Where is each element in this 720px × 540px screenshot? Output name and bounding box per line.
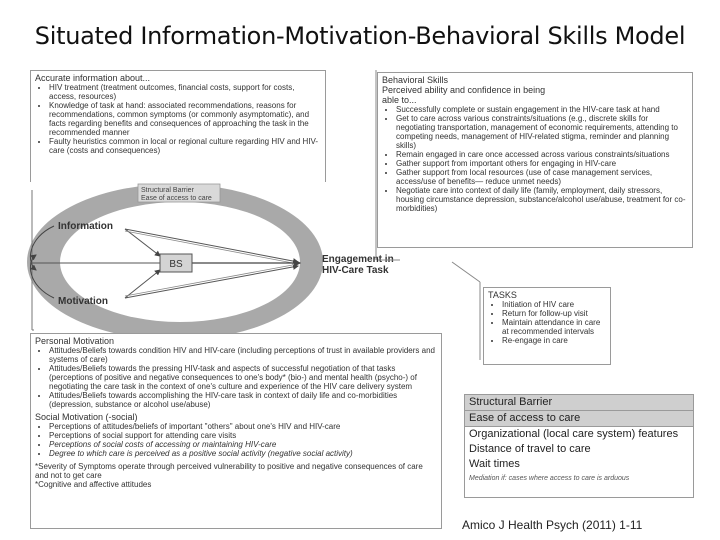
list-item: • Gather support from important others for engaging in HIV-care: [396, 159, 688, 168]
information-box: [30, 70, 326, 182]
information-header: Accurate information about...: [35, 73, 151, 83]
bs-label: BS: [169, 259, 183, 270]
page-title: Situated Information-Motivation-Behavioral Skills Model: [34, 22, 686, 50]
social-motivation-header: Social Motivation (-social): [35, 412, 138, 422]
list-item: • Degree to which care is perceived as a positive social activity (negative social activity): [49, 449, 437, 458]
mini-barrier-line2: Ease of access to care: [141, 195, 212, 202]
list-item: • Remain engaged in care once accessed across various constraints/situations: [396, 150, 688, 159]
personal-motivation-list: [35, 346, 437, 409]
list-item: • Successfully complete or sustain engagement in the HIV-care task at hand: [396, 105, 688, 114]
connector-line: [452, 262, 480, 282]
ease-of-access-title: Ease of access to care: [465, 411, 693, 427]
citation: Amico J Health Psych (2011) 1-11: [462, 518, 643, 532]
list-item: • Perceptions of attitudes/beliefs of important "others" about one's HIV and HIV-care: [49, 422, 437, 431]
structural-item: Organizational (local care system) features: [469, 428, 679, 440]
information-label: Information: [58, 221, 113, 232]
structural-item: Wait times: [469, 458, 520, 470]
tasks-list: [488, 300, 606, 345]
list-item: • Attitudes/Beliefs towards condition HIV and HIV-care (including perceptions of trust in available providers and systems of care): [49, 346, 437, 364]
behavioral-skills-box: [377, 72, 693, 248]
list-item: • Attitudes/Beliefs towards the pressing HIV-task and aspects of successful negotiation of that tasks (perceptions of positive and negative consequences to one's body* (bio-) and mental health (psycho-) of negotiating the care task in the context of one's culture and experience of the HIV care delivery system: [49, 364, 437, 391]
tasks-header: TASKS: [488, 290, 517, 300]
list-item: • Maintain attendance in care at recommended intervals: [502, 318, 606, 336]
footnote: *Cognitive and affective attitudes: [35, 480, 152, 489]
footnote: *Severity of Symptoms operate through perceived vulnerability to positive and negative consequences of care and not to get care: [35, 462, 423, 480]
behavioral-header-3: able to...: [382, 95, 417, 105]
behavioral-header-2: Perceived ability and confidence in being: [382, 85, 546, 95]
information-list: [35, 83, 321, 155]
list-item: • Attitudes/Beliefs towards accomplishing the HIV-care task in context of daily life and co-morbidities (depression, substance or alcohol use/abuse): [49, 391, 437, 409]
list-item: • Re-engage in care: [502, 336, 606, 345]
list-item: • Gather support from local resources (use of case management services, access/use of benefits— reduce unmet needs): [396, 168, 688, 186]
behavioral-header-1: Behavioral Skills: [382, 75, 449, 85]
structural-item: Distance of travel to care: [469, 443, 591, 455]
list-item: • Perceptions of social costs of accessing or maintaining HIV-care: [49, 440, 437, 449]
list-item: • Negotiate care into context of daily life (family, employment, daily stressors, housing circumstance depression, substance/alcohol use/abuse, treatment for co-morbidities): [396, 186, 688, 213]
engagement-label-line2: HIV-Care Task: [322, 265, 389, 276]
list-item: • Initiation of HIV care: [502, 300, 606, 309]
list-item: • Perceptions of social support for attending care visits: [49, 431, 437, 440]
list-item: • Get to care across various constraints/situations (e.g., discrete skills for negotiating transportation, management of economic requirements, attending to competing needs, management of HIV-related stigma, reminder and planning skills): [396, 114, 688, 150]
list-item: • Faulty heuristics common in local or regional culture regarding HIV and HIV-care (costs and consequences): [49, 137, 321, 155]
list-item: • Knowledge of task at hand: associated recommendations, reasons for recommendations, common symptoms (or commonly asymptomatic), and facts regarding benefits and consequences of approaching the task in the recommended manner: [49, 101, 321, 137]
mini-barrier-line1: Structural Barrier: [141, 187, 194, 194]
motivation-label: Motivation: [58, 296, 108, 307]
list-item: • HIV treatment (treatment outcomes, financial costs, support for costs, access, resources): [49, 83, 321, 101]
list-item: • Return for follow-up visit: [502, 309, 606, 318]
personal-motivation-header: Personal Motivation: [35, 336, 115, 346]
structural-barrier-box: [464, 394, 694, 498]
engagement-label-line1: Engagement in: [322, 254, 394, 265]
social-motivation-list: [35, 422, 437, 458]
tasks-box: [483, 287, 611, 365]
behavioral-list: [382, 105, 688, 213]
structural-barrier-title: Structural Barrier: [465, 395, 693, 411]
motivation-box: [30, 333, 442, 529]
structural-note: Mediation if: cases where access to care is arduous: [469, 475, 630, 482]
